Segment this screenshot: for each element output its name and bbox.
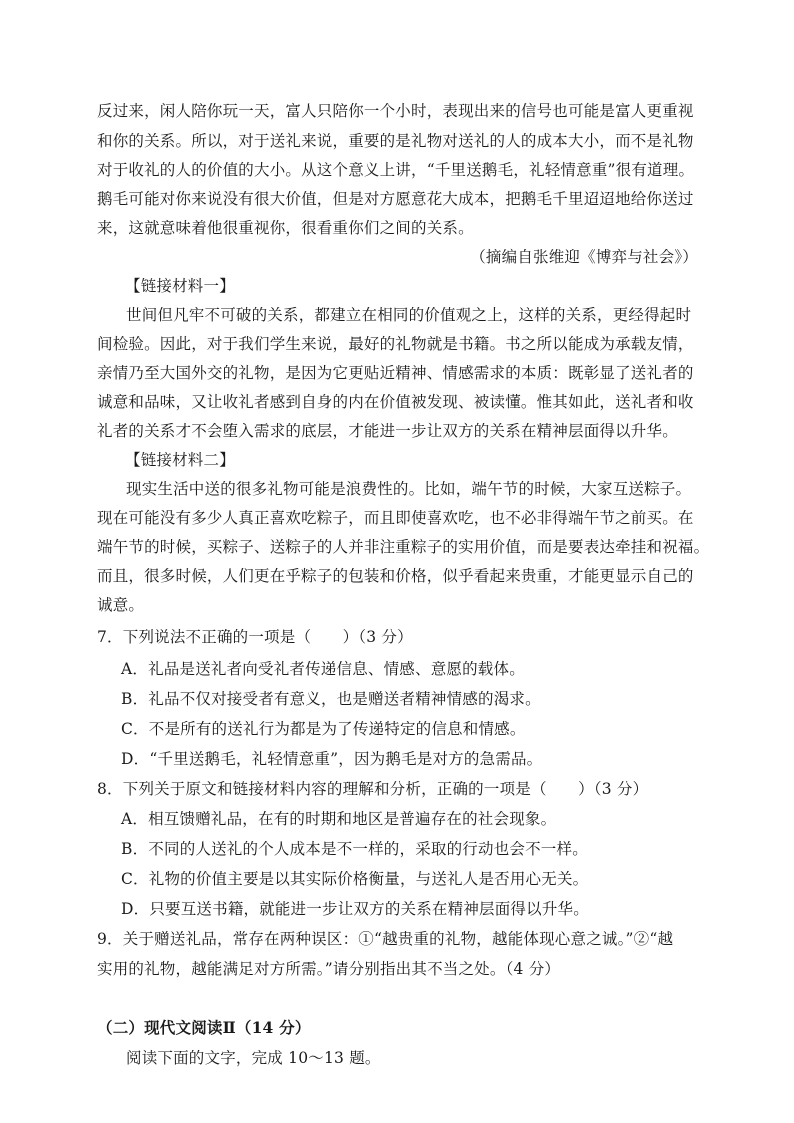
passage-line-4: 鹅毛可能对你来说没有很大价值，但是对方愿意花大成本，把鹅毛千里迢迢地给你送过 [97,190,694,208]
q7-option-b: B．礼品不仅对接受者有意义，也是赠送者精神情感的渴求。 [121,690,541,708]
q9-line-1: 9．关于赠送礼品，常存在两种误区：①“越贵重的礼物，越能体现心意之诚。”②“越 [97,930,674,948]
q7-option-a: A．礼品是送礼者向受礼者传递信息、情感、意愿的载体。 [121,660,525,678]
q8-stem: 8．下列关于原文和链接材料内容的理解和分析，正确的一项是（ ）（3 分） [97,780,649,798]
link1-line-5: 礼者的关系才不会堕入需求的底层，才能进一步让双方的关系在精神层面得以升华。 [97,422,678,440]
passage-line-1: 反过来，闲人陪你玩一天，富人只陪你一个小时，表现出来的信号也可能是富人更重视 [97,102,694,120]
link2-line-3: 端午节的时候，买粽子、送粽子的人并非注重粽子的实用价值，而是要表达牵挂和祝福。 [97,538,710,556]
section2-heading: （二）现代文阅读Ⅱ（14 分） [97,1018,311,1037]
link1-line-2: 间检验。因此，对于我们学生来说，最好的礼物就是书籍。书之所以能成为承载友情， [97,335,694,353]
link1-line-4: 诚意和品味，又让收礼者感到自身的内在价值被发现、被读懂。惟其如此，送礼者和收 [97,393,694,411]
link1-heading: 【链接材料一】 [125,277,235,295]
q8-option-b: B．不同的人送礼的个人成本是不一样的，采取的行动也会不一样。 [121,840,588,858]
link2-line-2: 现在可能没有多少人真正喜欢吃粽子，而且即使喜欢吃，也不必非得端午节之前买。在 [97,509,694,527]
q8-option-a: A．相互馈赠礼品，在有的时期和地区是普遍存在的社会现象。 [121,810,557,828]
link1-line-3: 亲情乃至大国外交的礼物，是因为它更贴近精神、情感需求的本质：既彰显了送礼者的 [97,364,694,382]
section2-intro: 阅读下面的文字，完成 10～13 题。 [126,1049,381,1067]
link2-line-5: 诚意。 [97,596,145,614]
q8-option-c: C．礼物的价值主要是以其实际价格衡量，与送礼人是否用心无关。 [121,870,589,888]
link2-line-1: 现实生活中送的很多礼物可能是浪费性的。比如，端午节的时候，大家互送粽子。 [126,480,692,498]
link2-line-4: 而且，很多时候，人们更在乎粽子的包装和价格，似乎看起来贵重，才能更显示自己的 [97,567,694,585]
passage-line-2: 和你的关系。所以，对于送礼来说，重要的是礼物对送礼的人的成本大小，而不是礼物 [97,132,694,150]
q7-option-d: D．“千里送鹅毛，礼轻情意重”，因为鹅毛是对方的急需品。 [121,750,543,768]
q9-line-2: 实用的礼物，越能满足对方所需。”请分别指出其不当之处。（4 分） [97,960,561,978]
passage-line-5: 来，这就意味着他很重视你，很看重你们之间的关系。 [97,219,474,237]
passage-line-3: 对于收礼的人的价值的大小。从这个意义上讲，“千里送鹅毛，礼轻情意重”很有道理。 [97,161,695,179]
q8-option-d: D．只要互送书籍，就能进一步让双方的关系在精神层面得以升华。 [121,900,589,918]
passage-source: （摘编自张维迎《博弈与社会》） [470,248,698,266]
link1-line-1: 世间但凡牢不可破的关系，都建立在相同的价值观之上，这样的关系，更经得起时 [126,306,692,324]
q7-option-c: C．不是所有的送礼行为都是为了传递特定的信息和情感。 [121,720,526,738]
q7-stem: 7．下列说法不正确的一项是（ ）（3 分） [97,628,413,646]
link2-heading: 【链接材料二】 [125,451,235,469]
